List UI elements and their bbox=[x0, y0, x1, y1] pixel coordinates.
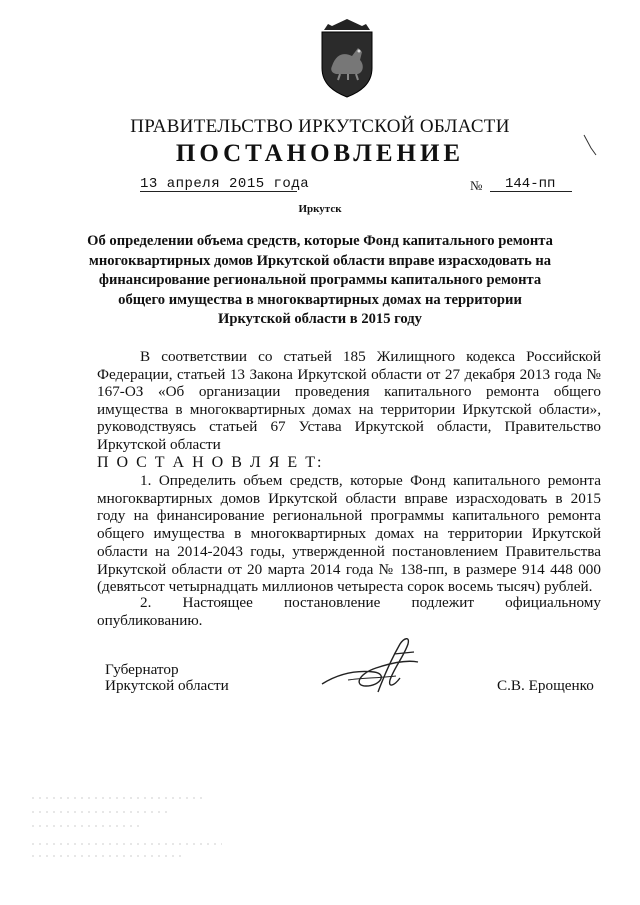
signatory-name: С.В. Ерощенко bbox=[497, 677, 594, 694]
resolves-heading: П О С Т А Н О В Л Я Е Т: bbox=[97, 454, 324, 471]
decree-number: 144-пп bbox=[505, 176, 556, 192]
position-line-2: Иркутской области bbox=[105, 677, 229, 694]
position-line-1: Губернатор bbox=[105, 661, 179, 678]
number-label: № bbox=[470, 178, 483, 193]
number-underline bbox=[490, 191, 572, 192]
decree-title: ПОСТАНОВЛЕНИЕ bbox=[175, 140, 465, 167]
signatory-position bbox=[105, 662, 229, 694]
city-name: Иркутск bbox=[298, 203, 342, 215]
item-2-paragraph: 2. Настоящее постановление подлежит официальному опубликованию. bbox=[97, 594, 601, 629]
decree-date: 13 апреля 2015 года bbox=[140, 176, 310, 192]
handwritten-signature-icon bbox=[318, 634, 438, 698]
preamble-paragraph: В соответствии со статьей 185 Жилищного кодекса Российской Федерации, статьей 13 Закона Иркутской области от 27 декабря 2013 года № 167-ОЗ «Об организации проведения капитального ремонта общего имущества в многоквартирных домах на территории Иркутской области», руководствуясь статьей 67 Устава Иркутской области, Правительство Иркутской области bbox=[97, 348, 601, 453]
date-underline bbox=[140, 191, 297, 192]
item-1-paragraph: 1. Определить объем средств, которые Фонд капитального ремонта многоквартирных домов Иркутской области вправе израсходовать в 2015 году на финансирование региональной программы капитального ремонта общего имущества в многоквартирных домах на территории Иркутской области на 2014-2043 годы, утвержденной постановлением Правительства Иркутской области от 20 марта 2014 года № 138-пп, в размере 914 448 000 (девятьсот четырнадцать миллионов четыреста сорок восемь тысяч) рублей. bbox=[97, 472, 601, 596]
irkutsk-coat-of-arms-icon bbox=[318, 18, 376, 98]
faint-stamp-residue bbox=[32, 792, 232, 862]
pen-mark-icon bbox=[583, 134, 597, 156]
government-title: ПРАВИТЕЛЬСТВО ИРКУТСКОЙ ОБЛАСТИ bbox=[130, 116, 510, 137]
decree-subject: Об определении объема средств, которые Фонд капитального ремонта многоквартирных домов Иркутской области вправе израсходовать на финансирование региональной программы капитального ремонта общего имущества в многоквартирных домах на территории Иркутской области в 2015 году bbox=[87, 233, 553, 327]
